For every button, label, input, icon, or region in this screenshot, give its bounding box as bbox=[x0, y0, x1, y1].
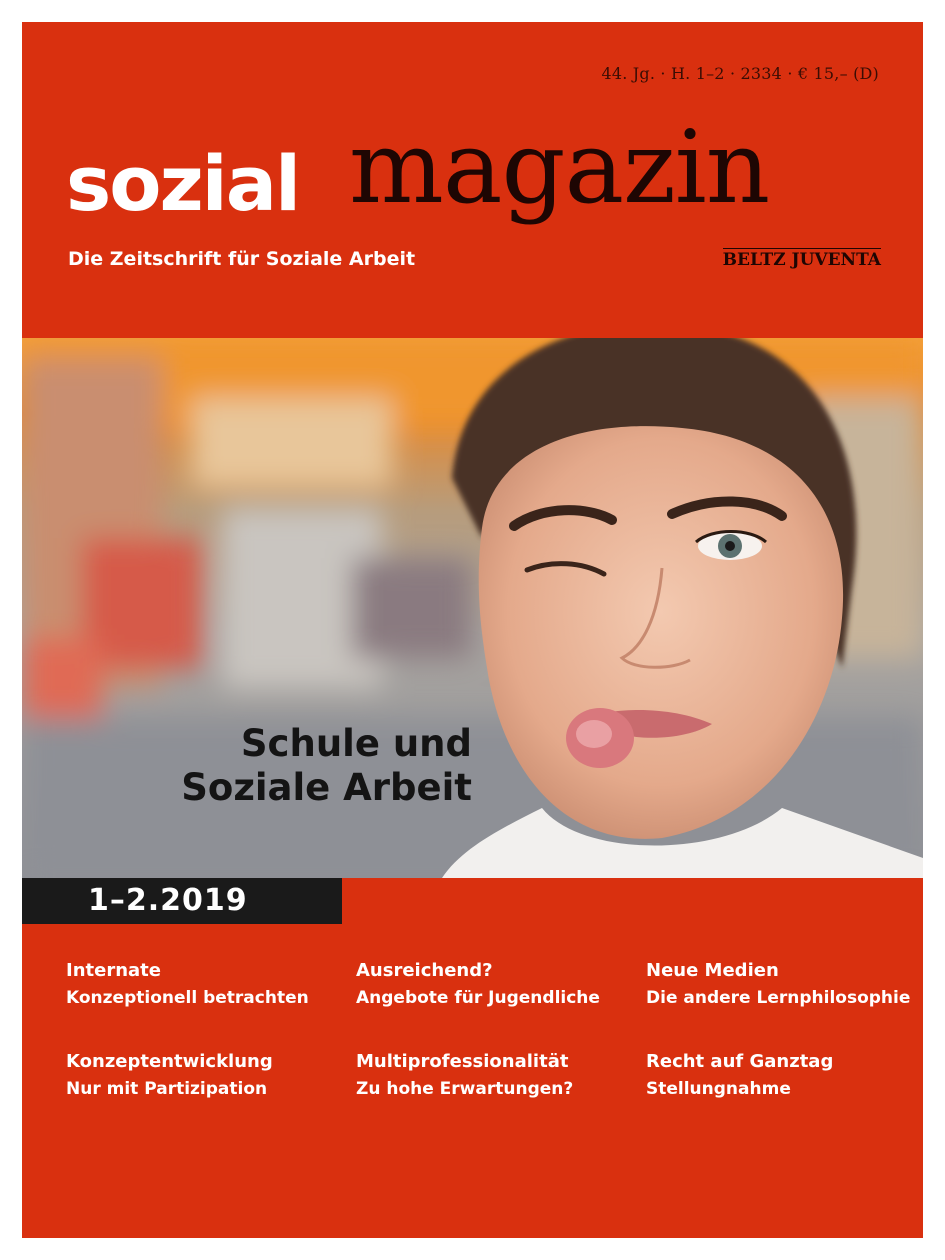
topic-subtitle: Angebote für Jugendliche bbox=[356, 988, 600, 1008]
issue-date: 1–2.2019 bbox=[88, 883, 248, 918]
cover-headline bbox=[152, 722, 472, 810]
topic-item bbox=[356, 960, 600, 1008]
topic-subtitle: Konzeptionell betrachten bbox=[66, 988, 309, 1008]
magazine-cover bbox=[22, 22, 923, 1238]
headline-line-2: Soziale Arbeit bbox=[181, 766, 472, 809]
topic-title: Multiprofessionalität bbox=[356, 1051, 569, 1072]
topic-item bbox=[66, 1051, 273, 1099]
topic-subtitle: Zu hohe Erwartungen? bbox=[356, 1079, 574, 1099]
topic-item bbox=[646, 960, 910, 1008]
topic-title: Recht auf Ganztag bbox=[646, 1051, 834, 1072]
topic-item bbox=[356, 1051, 573, 1099]
topic-subtitle: Stellungnahme bbox=[646, 1079, 791, 1099]
topic-subtitle: Die andere Lernphilosophie bbox=[646, 988, 911, 1008]
logo-magazin: magazin bbox=[349, 109, 770, 226]
topic-title: Neue Medien bbox=[646, 960, 779, 981]
topic-subtitle: Nur mit Partizipation bbox=[66, 1079, 268, 1099]
issue-info: 44. Jg. · H. 1–2 · 2334 · € 15,– (D) bbox=[601, 64, 879, 83]
logo-sozial: sozial bbox=[66, 139, 300, 228]
topic-title: Ausreichend? bbox=[356, 960, 493, 981]
headline-line-1: Schule und bbox=[240, 722, 472, 765]
publisher-logo: BELTZ JUVENTA bbox=[722, 250, 881, 270]
topic-item bbox=[646, 1051, 833, 1099]
topic-item bbox=[66, 960, 309, 1008]
topic-title: Internate bbox=[66, 960, 161, 981]
magazine-subtitle: Die Zeitschrift für Soziale Arbeit bbox=[68, 248, 416, 270]
topic-title: Konzeptentwicklung bbox=[66, 1051, 273, 1072]
